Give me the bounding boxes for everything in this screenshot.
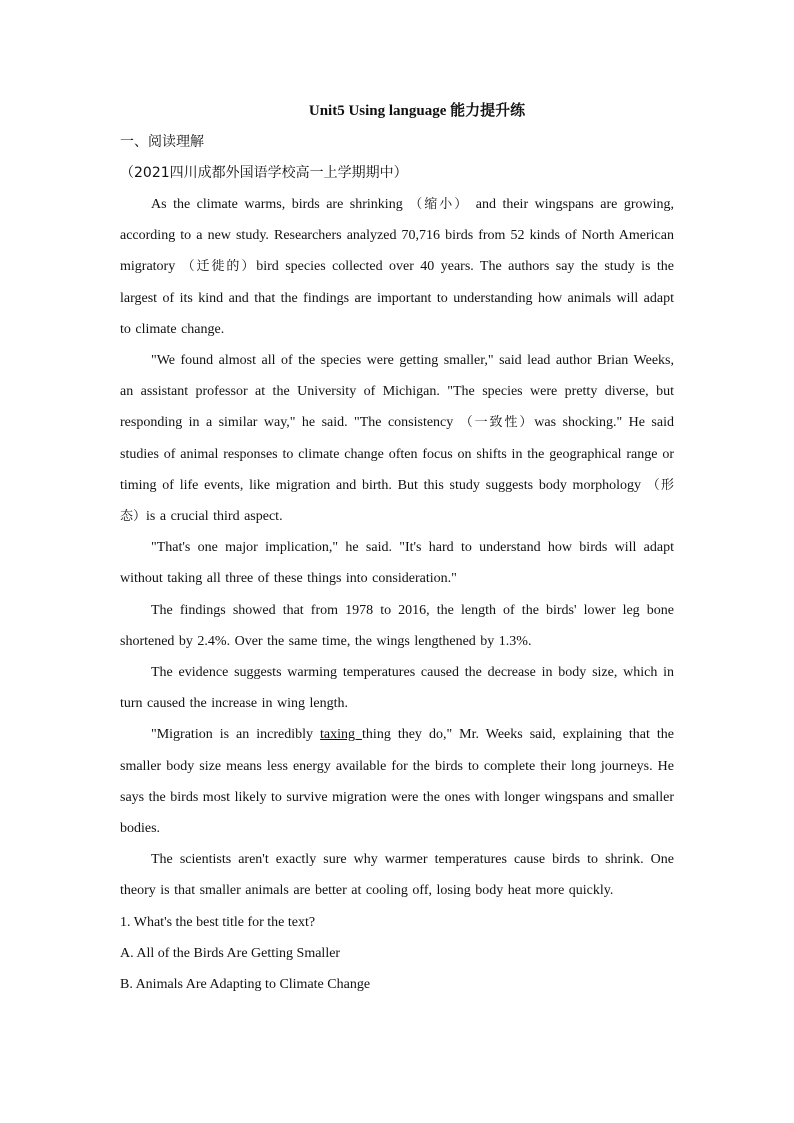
passage-paragraph	[120, 595, 674, 657]
source-note: （2021四川成都外国语学校高一上学期期中）	[120, 165, 408, 181]
paragraph-text: thing they do," Mr. Weeks said, explaining that the smaller body size means less energy available for the birds to complete their long journeys. He says the birds most likely to survive migration were the ones with longer wingspans and smaller bodies.	[120, 727, 674, 837]
underlined-word: taxing	[320, 727, 363, 743]
paragraph-text: "We found almost all of the species were getting smaller," said lead author Brian Weeks, an assistant professor at the University of Michigan. "The species were pretty diverse, but responding in a similar way," he said. "The consistency	[120, 353, 674, 431]
paragraph-text: "That's one major implication," he said. "It's hard to understand how birds will adapt without taking all three of these things into consideration."	[120, 540, 674, 587]
passage-paragraph	[120, 189, 674, 345]
option-a: A. All of the Birds Are Getting Smaller	[120, 945, 341, 961]
paragraph-text: and their wingspans are growing, according to a new study. Researchers analyzed 70,716 birds from 52 kinds of North American migratory	[120, 197, 674, 275]
chinese-gloss: （一致性）	[459, 415, 535, 431]
paragraph-text: bird species collected over 40 years. The authors say the study is the largest of its kind and that the findings are important to understanding how animals will adapt to climate change.	[120, 259, 674, 337]
question-stem: 1. What's the best title for the text?	[120, 914, 316, 930]
paragraph-text: is a crucial third aspect.	[146, 509, 283, 525]
passage-paragraph	[120, 532, 674, 594]
passage-paragraph	[120, 719, 674, 844]
document-title: Unit5 Using language 能力提升练	[308, 103, 526, 119]
option-b: B. Animals Are Adapting to Climate Change	[120, 977, 371, 993]
passage-paragraph	[120, 844, 674, 906]
chinese-gloss: （迁徙的）	[181, 259, 257, 275]
passage-paragraph	[120, 345, 674, 532]
passage-paragraph	[120, 657, 674, 719]
paragraph-text: "Migration is an incredibly	[151, 727, 321, 743]
section-heading: 一、阅读理解	[120, 134, 204, 150]
paragraph-text: The findings showed that from 1978 to 2016, the length of the birds' lower leg bone shortened by 2.4%. Over the same time, the wings lengthened by 1.3%.	[120, 602, 674, 649]
reading-passage	[120, 189, 674, 907]
paragraph-text: was shocking." He said studies of animal responses to climate change often focus on shifts in the geographical range or timing of life events, like migration and birth. But this study suggests body morphology	[120, 415, 674, 493]
chinese-gloss: （缩小）	[409, 197, 470, 212]
chinese-gloss: （形态）	[120, 477, 674, 525]
document-page	[120, 96, 674, 1000]
paragraph-text: The evidence suggests warming temperatures caused the decrease in body size, which in turn caused the increase in wing length.	[120, 665, 674, 712]
paragraph-text: As the climate warms, birds are shrinking	[151, 197, 410, 212]
paragraph-text: The scientists aren't exactly sure why warmer temperatures cause birds to shrink. One theory is that smaller animals are better at cooling off, losing body heat more quickly.	[120, 852, 674, 899]
